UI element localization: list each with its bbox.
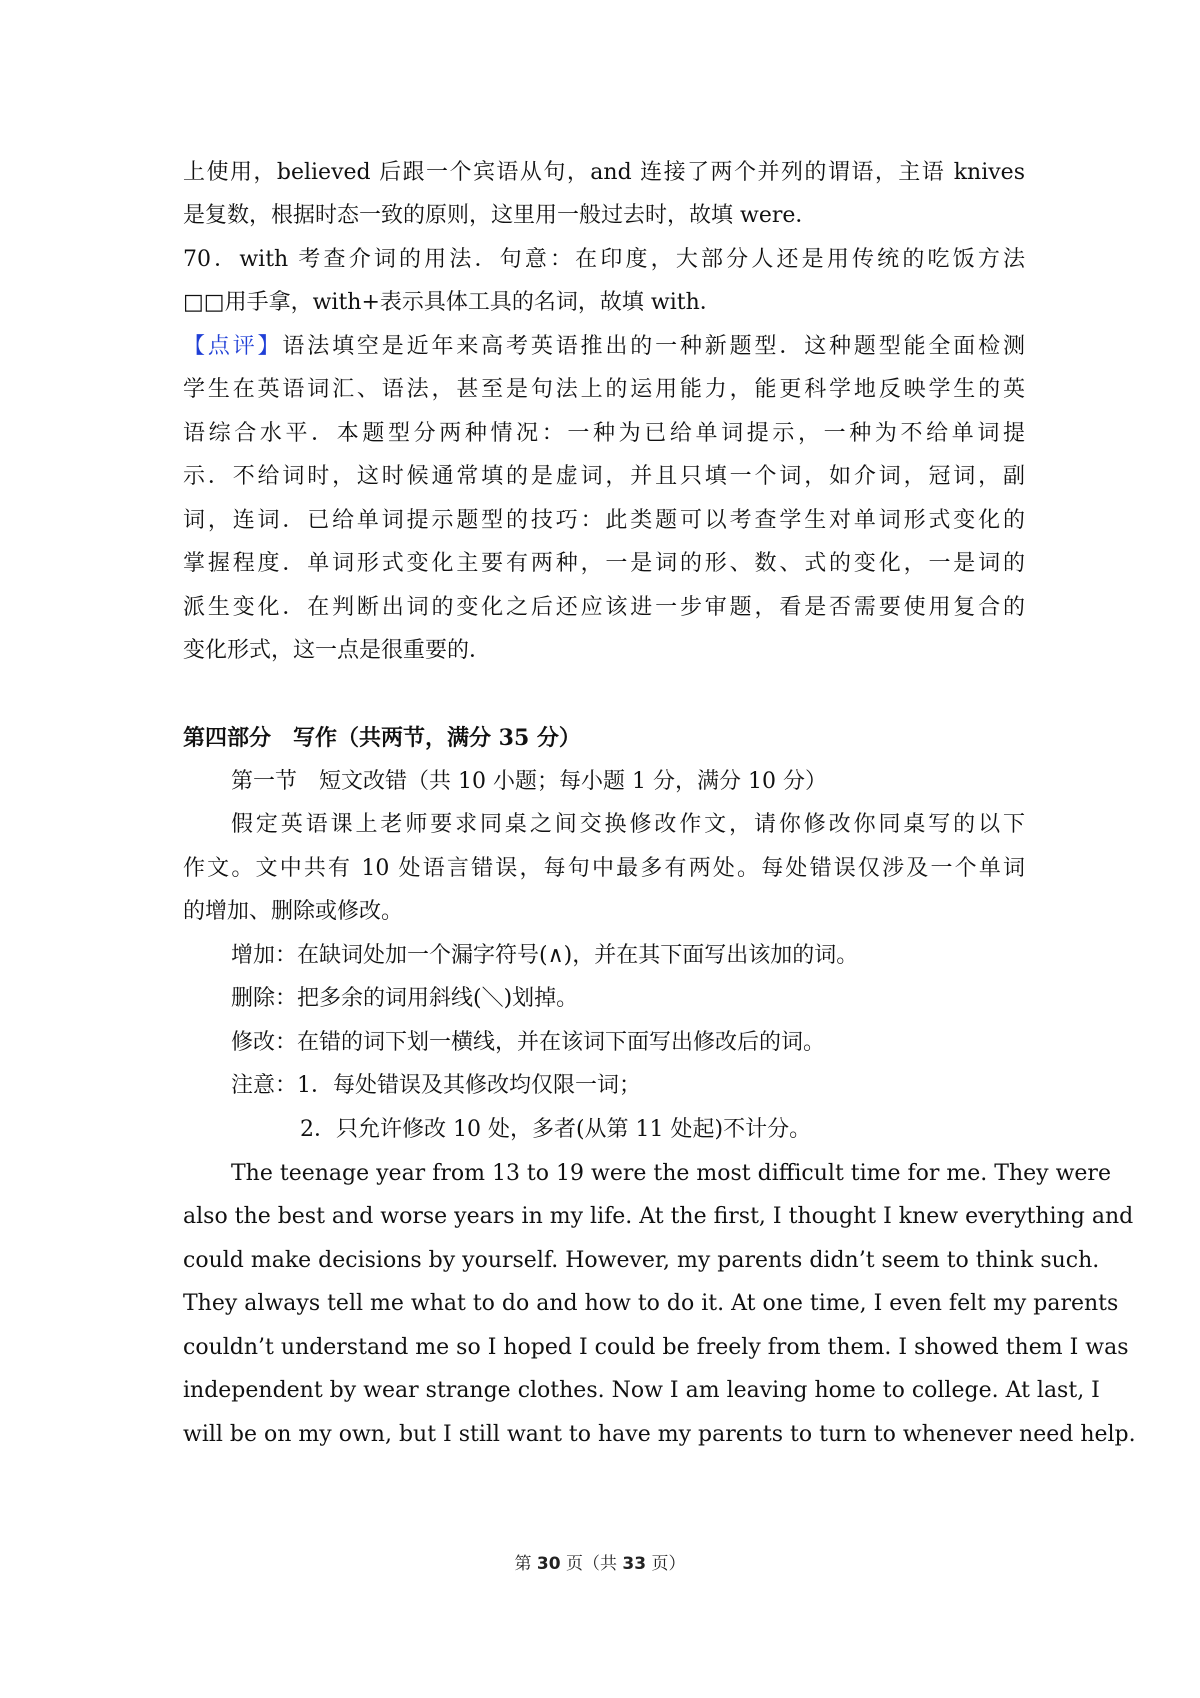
- note-line-2: 2．只允许修改 10 处，多者(从第 11 处起)不计分。: [300, 1117, 812, 1142]
- passage-line-4: They always tell me what to do and how to do it. At one time, I even felt my parents: [183, 1291, 1119, 1316]
- answer-line-4: □□用手拿，with+表示具体工具的名词，故填 with．: [183, 290, 722, 315]
- passage-line-6: independent by wear strange clothes. Now I am leaving home to college. At last, I: [183, 1378, 1100, 1403]
- comment-line-2: 学生在英语词汇、语法，甚至是句法上的运用能力，能更科学地反映学生的英: [183, 377, 1025, 402]
- answer-line-3: 70．with 考查介词的用法．句意：在印度，大部分人还是用传统的吃饭方法: [183, 247, 1025, 272]
- comment-text-1: 语法填空是近年来高考英语推出的一种新题型．这种题型能全面检测: [282, 334, 1025, 359]
- comment-line-5: 词，连词．已给单词提示题型的技巧：此类题可以考查学生对单词形式变化的: [183, 508, 1025, 533]
- passage-line-7: will be on my own, but I still want to have my parents to turn to whenever need help.: [183, 1422, 1136, 1447]
- answer-line-2: 是复数，根据时态一致的原则，这里用一般过去时，故填 were．: [183, 203, 818, 228]
- comment-line-4: 示．不给词时，这时候通常填的是虚词，并且只填一个词，如介词，冠词，副: [183, 464, 1025, 489]
- rule-modify: 修改：在错的词下划一横线，并在该词下面写出修改后的词。: [231, 1030, 826, 1055]
- footer-suffix: 页）: [646, 1554, 686, 1574]
- passage-line-2: also the best and worse years in my life. At the first, I thought I knew everything and: [183, 1204, 1134, 1229]
- instruction-line-2: 作文。文中共有 10 处语言错误，每句中最多有两处。每处错误仅涉及一个单词: [183, 856, 1025, 881]
- note-line-1: 注意：1．每处错误及其修改均仅限一词；: [231, 1073, 641, 1098]
- comment-line-3: 语综合水平．本题型分两种情况：一种为已给单词提示，一种为不给单词提: [183, 421, 1025, 446]
- page-footer: [0, 1553, 1200, 1575]
- passage-line-5: couldn’t understand me so I hoped I could be freely from them. I showed them I was: [183, 1335, 1129, 1360]
- footer-middle: 页（共: [560, 1554, 623, 1574]
- footer-total-pages: 33: [622, 1554, 647, 1574]
- answer-line-1: 上使用，believed 后跟一个宾语从句，and 连接了两个并列的谓语，主语 knives: [183, 160, 1025, 185]
- rule-add: 增加：在缺词处加一个漏字符号(∧)，并在其下面写出该加的词。: [231, 943, 859, 968]
- comment-label: 【点评】: [183, 334, 283, 359]
- instruction-line-3: 的增加、删除或修改。: [183, 899, 404, 924]
- instruction-line-1: 假定英语课上老师要求同桌之间交换修改作文，请你修改你同桌写的以下: [231, 812, 1025, 837]
- rule-delete: 删除：把多余的词用斜线(＼)划掉。: [231, 986, 579, 1011]
- footer-prefix: 第: [514, 1554, 537, 1574]
- comment-line-8: 变化形式，这一点是很重要的．: [183, 638, 492, 663]
- footer-page-number: 30: [536, 1554, 561, 1574]
- passage-line-3: could make decisions by yourself. However, my parents didn’t seem to think such.: [183, 1248, 1100, 1273]
- passage-line-1: The teenage year from 13 to 19 were the most difficult time for me. They were: [231, 1161, 1111, 1186]
- section-subheading: 第一节 短文改错（共 10 小题；每小题 1 分，满分 10 分）: [231, 769, 827, 794]
- comment-line-1: [183, 332, 1025, 362]
- section-heading: 第四部分 写作（共两节，满分 35 分）: [183, 725, 581, 751]
- comment-line-6: 掌握程度．单词形式变化主要有两种，一是词的形、数、式的变化，一是词的: [183, 551, 1025, 576]
- comment-line-7: 派生变化．在判断出词的变化之后还应该进一步审题，看是否需要使用复合的: [183, 595, 1025, 620]
